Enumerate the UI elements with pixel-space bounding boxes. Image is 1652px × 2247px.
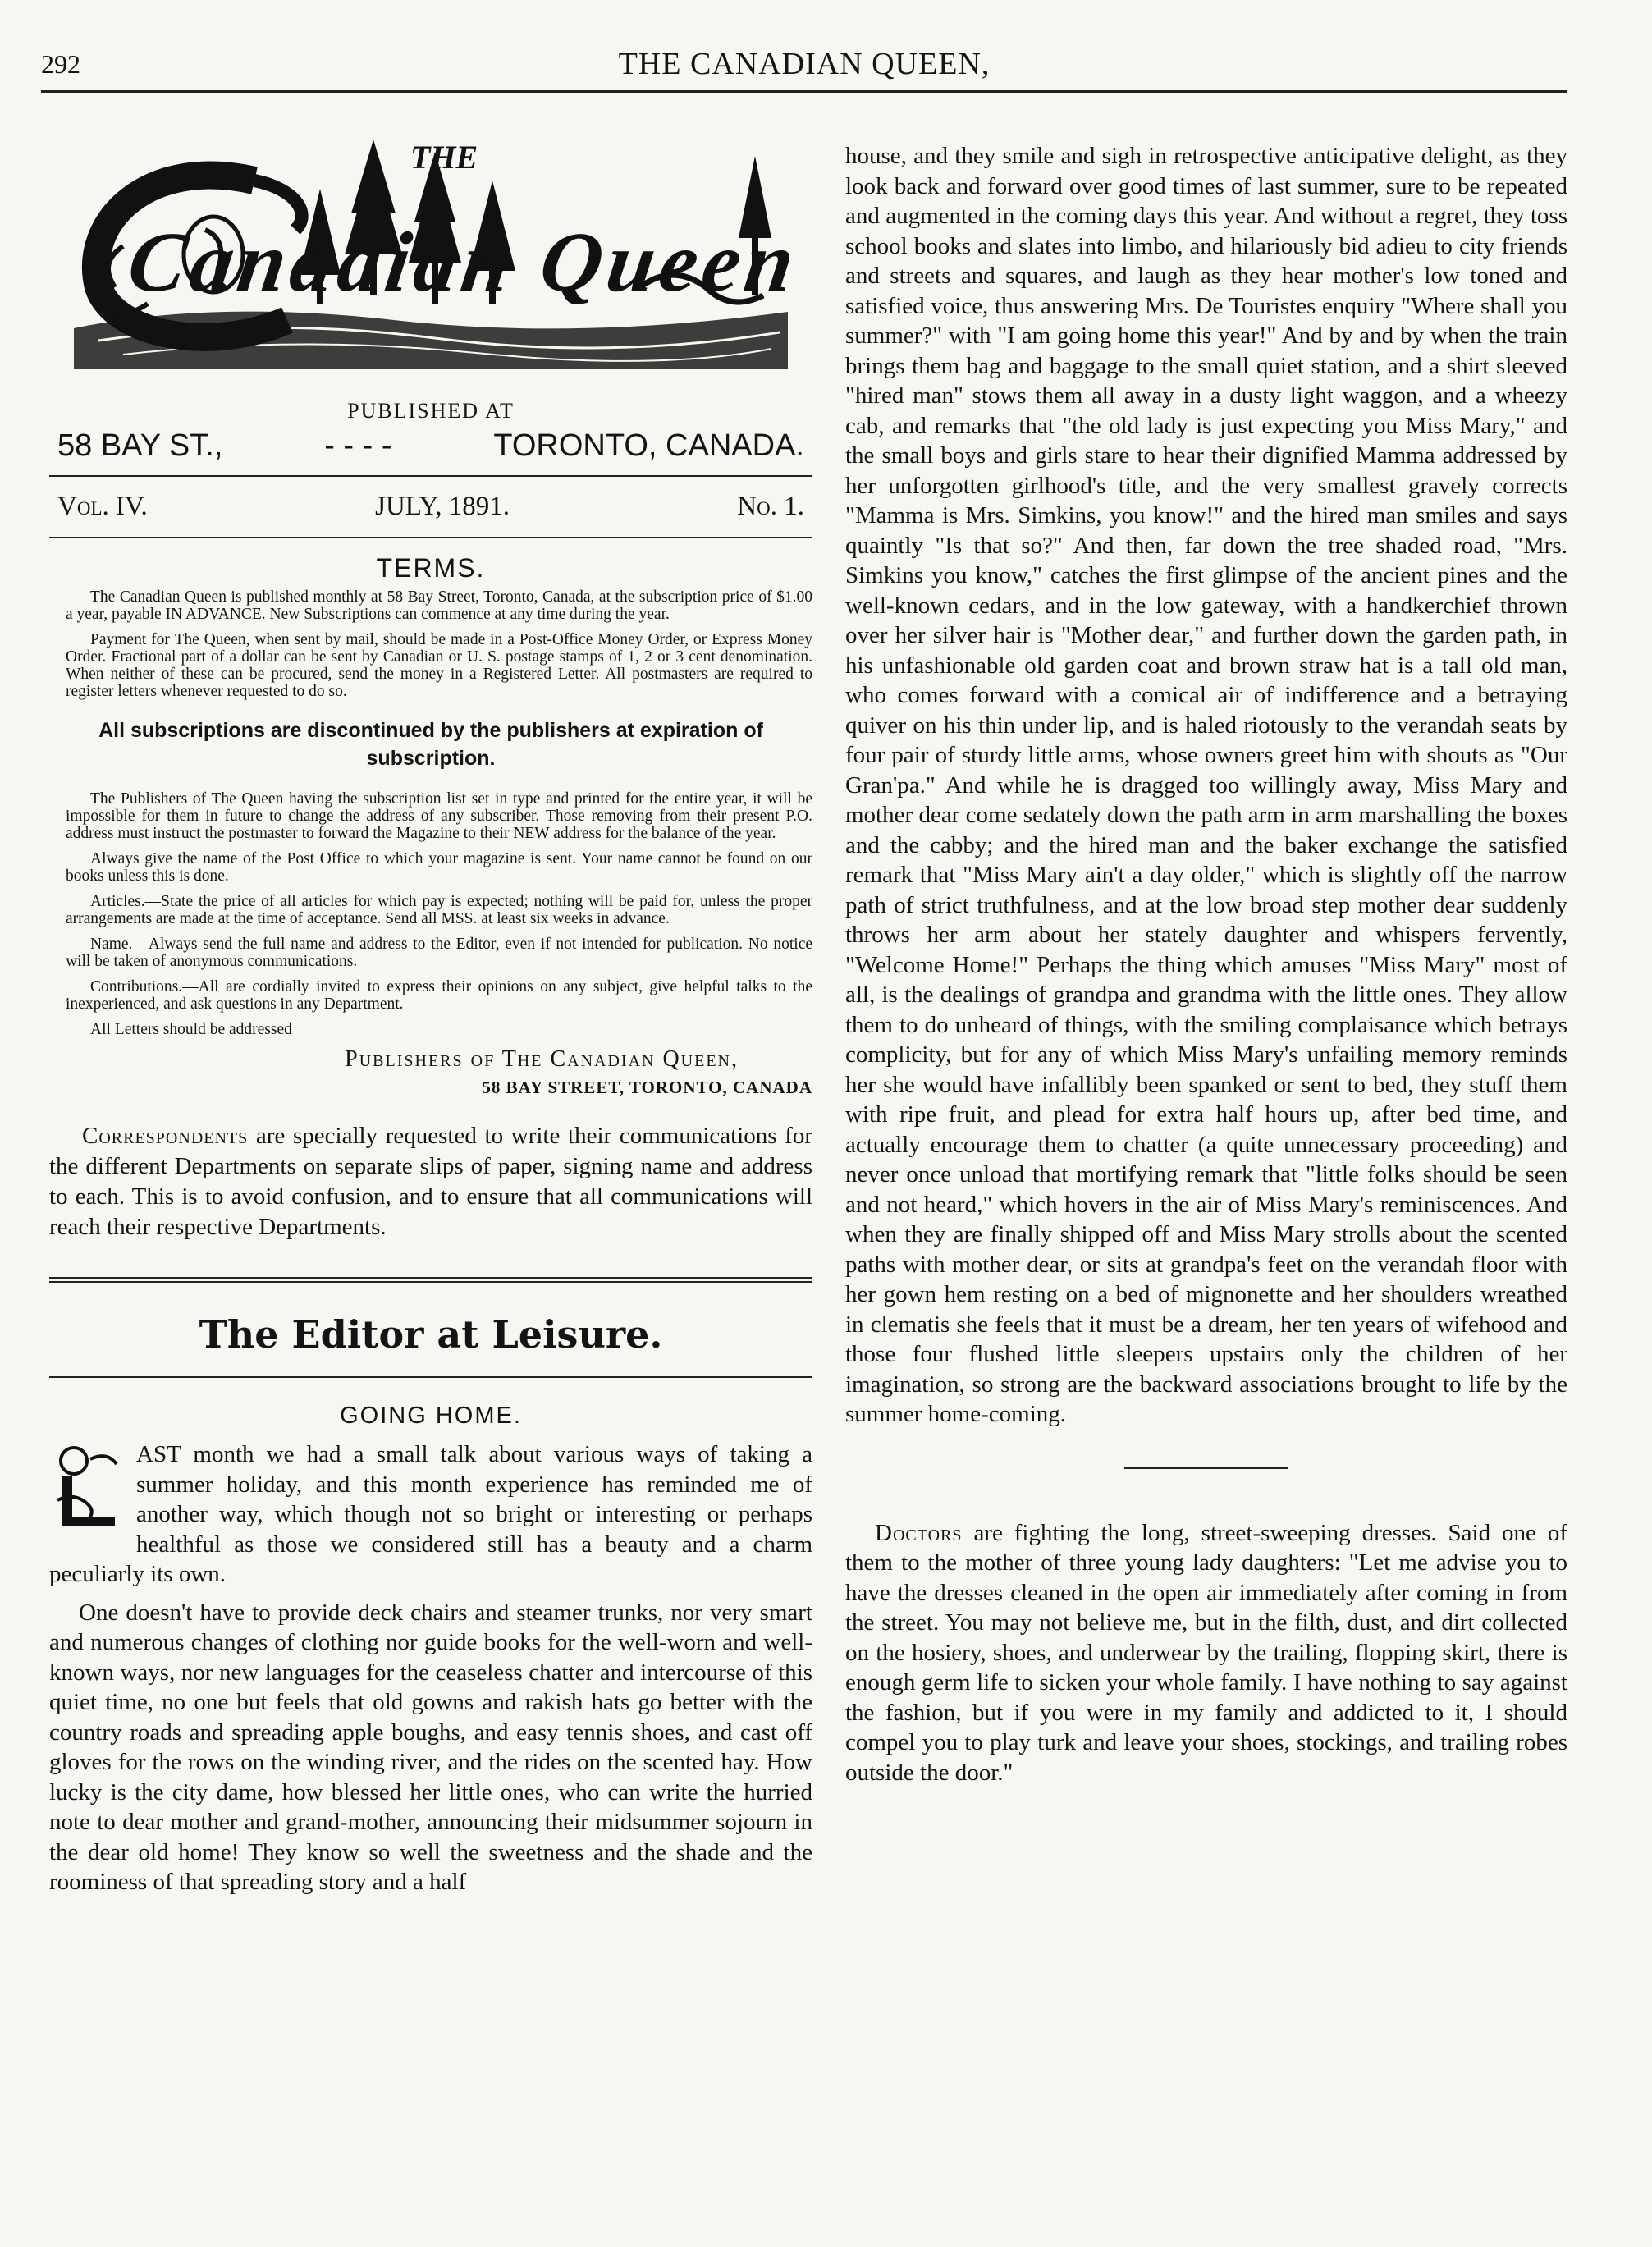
published-at: PUBLISHED AT — [347, 399, 515, 423]
correspondents-notice — [49, 1121, 812, 1242]
running-head — [41, 26, 1567, 84]
article-body — [49, 1439, 812, 1897]
article-continued-paragraph: house, and they smile and sigh in retrospective anticipative delight, as they look back and forward over good times of last summer, sure to be repeated and augmented in the coming days this year. And without a regret, they toss school books and slates into limbo, and hilariously bid adieu to city friends and streets and squares, and laugh as they hear mother's low toned and satisfied voice, thus answering Mrs. De Touristes enquiry "Where shall you summer?" with "I am going home this year!" And by and by when the train brings them bag and baggage to the small quiet station, and a shirt sleeved "hired man" stows them all away in a dusty light waggon, and a wheezy cab, and remarks that "the old lady is just expecting you Miss Mary," and the small boys and girls stare to hear their dignified Mamma addressed by her unforgotten girlhood's title, and the very smallest gravely corrects "Mamma is Mrs. Simkins, you know!" and the hired man smiles and says quaintly "Is that so?" And then, far down the tree shaded road, "Mrs. Simkins you know," catches the first glimpse of the ancient pines and the well-known cedars, and in the low gateway, with a handkerchief thrown over her silver hair is "Mother dear," and further down the garden path, in his unfashionable old garden coat and brown straw hat is a tall old man, who comes forward with a comical air of indifference and a betraying quiver on his thin under lip, and is haled riotously to the verandah seats by four pair of sturdy little arms, whose owners greet him with shouts as "Our Gran'pa." And while he is dragged too willingly away, Miss Mary and mother dear come sedately down the path arm in arm marshalling the boxes and the cabby; and the hired man and the baker exchange the satisfied remark that "Miss Mary ain't a day older," which is slightly off the narrow path of strict truthfulness, and at the low broad step mother dear suddenly throws her arm about her stately daughter and whispers fervently, "Welcome Home!" Perhaps the thing which amuses "Miss Mary" most of all, is the dealings of grandpa and grandma with the little ones. They allow them to do unheard of things, with the smiling complaisance which betrays complicity, but for any of which Miss Mary's unfailing memory reminds her she would have infallibly been spanked or sent to bed, they stuff them with ripe fruit, and plead for extra half hours up, after bed time, and actually encourage them to chatter (a quite unnecessary proceeding) and never once unload that mortifying remark that "little folks should be seen and not heard," which hovers in the air of Miss Mary's reminiscences. And when they are finally shipped off and Miss Mary strolls about the scented paths with mother dear, or sits at grandpa's feet on the verandah floor with her gown hem resting on a bed of mignonette and her shoulders wreathed in clematis she feels that it must be a dream, her ten years of wifehood and those four flushed little sleepers upstairs only the children of her imagination, so strong are the backward associations brought to life by the summer home-coming. — [845, 143, 1567, 1427]
right-column — [845, 141, 1567, 1796]
doctors-lead: Doctors — [875, 1519, 963, 1546]
dropcap-l-icon — [49, 1443, 125, 1533]
masthead-title: Canadian Queen — [122, 215, 805, 309]
issue-number: No. 1. — [737, 492, 804, 521]
terms-paragraph: Contributions.—All are cordially invited to express their opinions on any subject, give helpful talks to the inexperienced, and ask questions in any Department. — [66, 978, 812, 1013]
article-body-continued — [845, 141, 1567, 1430]
doctors-paragraph — [845, 1518, 1567, 1788]
terms-paragraph: Articles.—State the price of all articles for which pay is expected; nothing will be paid for, unless the proper arrangements are made at the time of acceptance. Send all MSS. at least six weeks in advance. — [66, 893, 812, 927]
terms-paragraph: Payment for The Queen, when sent by mail, should be made in a Post-Office Money Order, or Express Money Order. Fractional part of a dollar can be sent by Canadian or U. S. postage stamps of 1, 2 or 3 cent denomination. When neither of these can be procured, send the money in a Registered Letter. All postmasters are required to register letters whenever requested to do so. — [66, 631, 812, 700]
publisher-address — [49, 428, 812, 464]
address-dashes: - - - - — [324, 428, 392, 463]
article-paragraph-2: One doesn't have to provide deck chairs and steamer trunks, nor very smart and numerous changes of clothing nor guide books for the well-worn and well-known ways, nor new languages for the ceaseless chatter and intercourse of this quiet time, no one but feels that old gowns and rakish hats go better with the country roads and spreading apple boughs, and easy tennis shoes, and cast off gloves for the rows on the winding river, and the rides on the scented hay. How lucky is the city dame, how blessed her little ones, who can write the hurried note to dear mother and grand-mother, announcing their midsummer sojourn in the dear old home! They know so well the sweetness and the shade and the roominess of that spreading story and a half — [49, 1599, 812, 1895]
terms-paragraph: Name.—Always send the full name and address to the Editor, even if not intended for publication. No notice will be taken of anonymous communications. — [66, 936, 812, 970]
address-street: 58 BAY ST., — [57, 428, 223, 463]
masthead-logo — [49, 123, 812, 378]
address-city: TORONTO, CANADA. — [493, 428, 804, 463]
doctors-text: are fighting the long, street-sweeping dresses. Said one of them to the mother of three young lady daughters: "Let me advise you to have the dresses cleaned in the open air immediately after coming in from the street. You may not believe me, but in the filth, dust, and dirt collected on the hosiery, shoes, and underwear by the trailing, flopping skirt, there is enough germ life to sicken your whole family. I have nothing to say against the fashion, but if you were in my family and addicted to it, I should compel you to play turk and leave your shoes, stockings, and trailing robes outside the door." — [845, 1519, 1567, 1786]
correspondents-lead: Correspondents — [82, 1123, 249, 1149]
section-title-rule — [49, 1376, 812, 1378]
article-heading: GOING HOME. — [340, 1403, 522, 1429]
publishers-name: Publishers of The Canadian Queen, — [345, 1046, 739, 1072]
terms-heading: TERMS. — [376, 553, 486, 583]
issue-volume: Vol. IV. — [57, 492, 148, 521]
issue-rule — [49, 537, 812, 538]
dropcap-ornament — [49, 1443, 125, 1533]
issue-line — [49, 488, 812, 525]
doctors-item — [845, 1518, 1567, 1788]
terms-paragraph: The Publishers of The Queen having the subscription list set in type and printed for the entire year, it will be impossible for them in future to change the address of any subscriber. Those removing from their present P.O. address must instruct the postmaster to forward the Magazine to their NEW address for the balance of the year. — [66, 790, 812, 842]
publishers-street: 58 BAY STREET, TORONTO, CANADA — [482, 1078, 812, 1097]
article-paragraph — [49, 1439, 812, 1590]
masthead-the: THE — [410, 139, 478, 176]
left-column — [49, 123, 812, 1906]
section-title: The Editor at Leisure. — [199, 1312, 663, 1357]
article-paragraph-1: AST month we had a small talk about various ways of taking a summer holiday, and this month experience has reminded me of another way, which though not so bright or interesting or perhaps healthful as those we considered still has a beauty and a charm peculiarly its own. — [49, 1441, 812, 1587]
masthead-rule — [49, 475, 812, 477]
section-divider — [49, 1277, 812, 1283]
publishers-address — [49, 1046, 812, 1098]
correspondents-text: are specially requested to write their communications for the different Departments on separate slips of paper, signing name and address to each. This is to avoid confusion, and to ensure that all communications will reach their respective Departments. — [49, 1123, 812, 1240]
header-rule — [41, 90, 1567, 93]
issue-date: JULY, 1891. — [375, 492, 510, 521]
subscription-notice: All subscriptions are discontinued by the publishers at expiration of subscription. — [98, 719, 763, 770]
ornament-divider — [1124, 1467, 1288, 1469]
running-title: THE CANADIAN QUEEN, — [618, 47, 991, 81]
terms-paragraph: Always give the name of the Post Office to which your magazine is sent. Your name cannot be found on our books unless this is done. — [66, 850, 812, 885]
page-number: 292 — [41, 49, 80, 79]
terms-paragraph: The Canadian Queen is published monthly at 58 Bay Street, Toronto, Canada, at the subscription price of $1.00 a year, payable IN ADVANCE. New Subscriptions can commence at any time during the year. — [66, 588, 812, 623]
all-letters-line: All Letters should be addressed — [90, 1021, 292, 1038]
